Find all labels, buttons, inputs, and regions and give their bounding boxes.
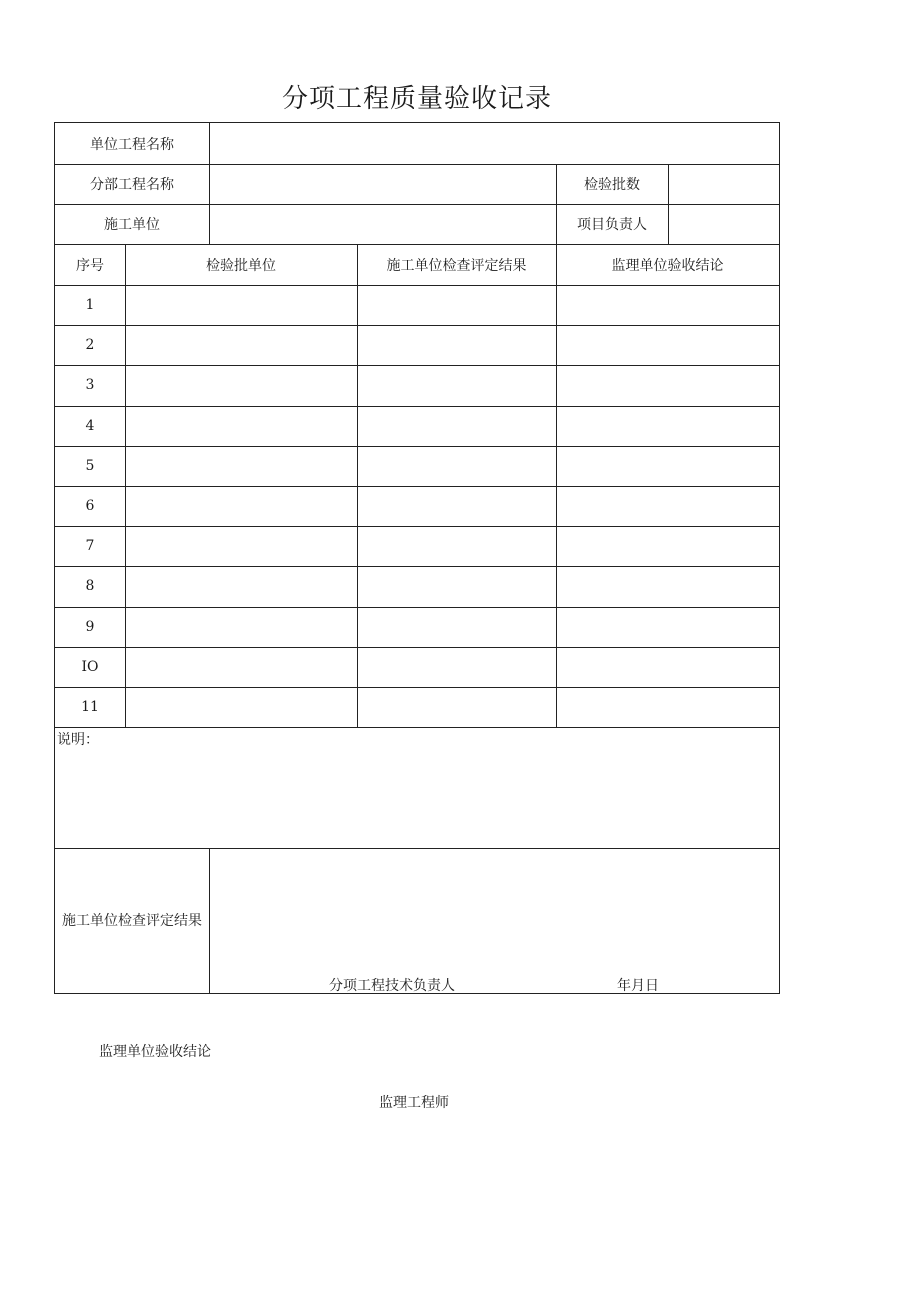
construction-result-label: 施工单位检查评定结果: [62, 913, 202, 929]
construction-result-cell[interactable]: [357, 285, 556, 325]
sub-project-label: 分部工程名称: [90, 177, 174, 193]
batch-unit-cell[interactable]: [125, 325, 357, 365]
construction-result-cell[interactable]: [357, 647, 556, 687]
row-index: 3: [85, 377, 95, 394]
construction-unit-field[interactable]: [209, 204, 556, 244]
batch-unit-cell[interactable]: [125, 687, 357, 727]
supervision-conclusion-cell[interactable]: [556, 325, 779, 365]
date-label: 年月日: [617, 978, 659, 994]
supervision-conclusion-cell[interactable]: [556, 365, 779, 405]
construction-result-cell[interactable]: [357, 687, 556, 727]
supervision-conclusion-cell[interactable]: [556, 446, 779, 486]
project-manager-label: 项目负责人: [577, 217, 647, 233]
supervision-conclusion-cell[interactable]: [556, 607, 779, 647]
row-index: 2: [85, 337, 95, 354]
batch-unit-cell[interactable]: [125, 566, 357, 606]
batch-unit-cell[interactable]: [125, 526, 357, 566]
project-manager-field[interactable]: [668, 204, 779, 244]
row-index: 1: [85, 297, 95, 314]
supervision-conclusion-cell[interactable]: [556, 486, 779, 526]
page-title: 分项工程质量验收记录: [281, 84, 552, 114]
batch-unit-cell[interactable]: [125, 647, 357, 687]
construction-result-cell[interactable]: [357, 365, 556, 405]
notes-label: 说明：: [57, 732, 99, 748]
acceptance-form: [54, 122, 780, 994]
construction-unit-label: 施工单位: [104, 217, 160, 233]
supervision-conclusion-cell[interactable]: [556, 526, 779, 566]
technical-lead-signature-label: 分项工程技术负责人: [329, 978, 455, 994]
construction-result-cell[interactable]: [357, 486, 556, 526]
row-index: 5: [85, 457, 95, 474]
row-index: 6: [85, 498, 95, 515]
construction-result-cell[interactable]: [357, 607, 556, 647]
batch-unit-cell[interactable]: [125, 446, 357, 486]
supervision-conclusion-cell[interactable]: [556, 647, 779, 687]
column-header-construction-result: 施工单位检查评定结果: [386, 257, 527, 274]
batch-unit-cell[interactable]: [125, 406, 357, 446]
row-index: IO: [81, 658, 99, 675]
construction-result-cell[interactable]: [357, 566, 556, 606]
inspection-count-field[interactable]: [668, 164, 779, 204]
column-header-supervision-conclusion: 监理单位验收结论: [611, 257, 724, 274]
unit-project-label: 单位工程名称: [90, 136, 174, 153]
construction-result-cell[interactable]: [357, 406, 556, 446]
sub-project-field[interactable]: [209, 164, 556, 204]
row-index: 7: [85, 538, 95, 555]
inspection-count-label: 检验批数: [584, 177, 640, 193]
supervision-conclusion-cell[interactable]: [556, 687, 779, 727]
supervision-engineer-label: 监理工程师: [379, 1095, 449, 1111]
supervision-conclusion-label: 监理单位验收结论: [99, 1044, 211, 1060]
row-index: 9: [85, 618, 95, 635]
batch-unit-cell[interactable]: [125, 607, 357, 647]
construction-result-cell[interactable]: [357, 325, 556, 365]
row-index: 11: [81, 699, 99, 716]
column-header-batch-unit: 检验批单位: [206, 257, 276, 274]
row-index: 8: [85, 578, 95, 595]
column-header-index: 序号: [76, 257, 104, 274]
construction-result-cell[interactable]: [357, 526, 556, 566]
supervision-conclusion-cell[interactable]: [556, 406, 779, 446]
construction-result-cell[interactable]: [357, 446, 556, 486]
unit-project-field[interactable]: [209, 123, 779, 164]
batch-unit-cell[interactable]: [125, 285, 357, 325]
row-index: 4: [85, 417, 95, 434]
supervision-conclusion-cell[interactable]: [556, 285, 779, 325]
batch-unit-cell[interactable]: [125, 365, 357, 405]
batch-unit-cell[interactable]: [125, 486, 357, 526]
supervision-conclusion-cell[interactable]: [556, 566, 779, 606]
